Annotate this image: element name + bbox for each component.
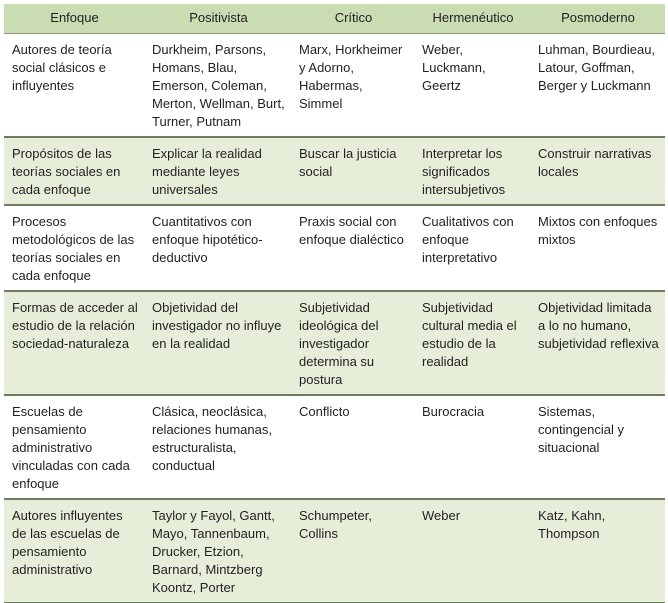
table-cell: Sistemas, contingencial y situacional (538, 403, 624, 455)
table-cell: Weber, Luckmann, Geertz (422, 41, 486, 93)
row-label: Autores influyentes de las escuelas de pensamiento administrativo (12, 507, 123, 577)
table-cell: Objetividad del investigador no influye en la realidad (152, 299, 282, 351)
table-header-row (4, 4, 665, 33)
table-cell: Conflicto (299, 403, 350, 419)
table-cell: Cuantitativos con enfoque hipotético-deductivo (152, 213, 263, 265)
comparison-table (4, 4, 665, 603)
table-row (4, 205, 665, 291)
table-row (4, 33, 665, 137)
table-cell: Interpretar los significados intersubjetivos (422, 145, 506, 197)
table-row (4, 395, 665, 499)
table-cell: Durkheim, Parsons, Homans, Blau, Emerson, Coleman, Merton, Wellman, Burt, Turner, Putnam (152, 41, 285, 129)
header-enfoque: Enfoque (4, 4, 145, 33)
row-label: Procesos metodológicos de las teorías sociales en cada enfoque (12, 213, 135, 283)
row-label: Formas de acceder al estudio de la relación sociedad-naturaleza (12, 299, 138, 351)
row-label: Escuelas de pensamiento administrativo vinculadas con cada enfoque (12, 403, 130, 491)
table-cell: Construir narrativas locales (538, 145, 652, 179)
table-row (4, 499, 665, 603)
header-critico: Crítico (292, 4, 415, 33)
table-cell: Subjetividad cultural media el estudio de la realidad (422, 299, 517, 369)
row-label: Autores de teoría social clásicos e influyentes (12, 41, 112, 93)
table-cell: Subjetividad ideológica del investigador determina su postura (299, 299, 379, 387)
table-cell: Marx, Horkheimer y Adorno, Habermas, Simmel (299, 41, 403, 111)
row-label: Propósitos de las teorías sociales en cada enfoque (12, 145, 121, 197)
table-cell: Cualitativos con enfoque interpretativo (422, 213, 514, 265)
table-cell: Katz, Kahn, Thompson (538, 507, 606, 541)
table-cell: Praxis social con enfoque dialéctico (299, 213, 404, 247)
table-cell: Taylor y Fayol, Gantt, Mayo, Tannenbaum, Drucker, Etzion, Barnard, Mintzberg Koontz, Porter (152, 507, 275, 595)
table-cell: Weber (422, 507, 461, 523)
header-hermeneutico: Hermenéutico (415, 4, 531, 33)
table-cell: Buscar la justicia social (299, 145, 397, 179)
table-cell: Schumpeter, Collins (299, 507, 372, 541)
table-cell: Burocracia (422, 403, 485, 419)
table-cell: Luhman, Bourdieau, Latour, Goffman, Berger y Luckmann (538, 41, 656, 93)
table-cell: Objetividad limitada a lo no humano, subjetividad reflexiva (538, 299, 659, 351)
table-cell: Mixtos con enfoques mixtos (538, 213, 658, 247)
table-cell: Clásica, neoclásica, relaciones humanas, estructuralista, conductual (152, 403, 272, 473)
header-positivista: Positivista (145, 4, 292, 33)
table-row (4, 291, 665, 395)
header-posmoderno: Posmoderno (531, 4, 665, 33)
table-row (4, 137, 665, 205)
table-cell: Explicar la realidad mediante leyes universales (152, 145, 262, 197)
